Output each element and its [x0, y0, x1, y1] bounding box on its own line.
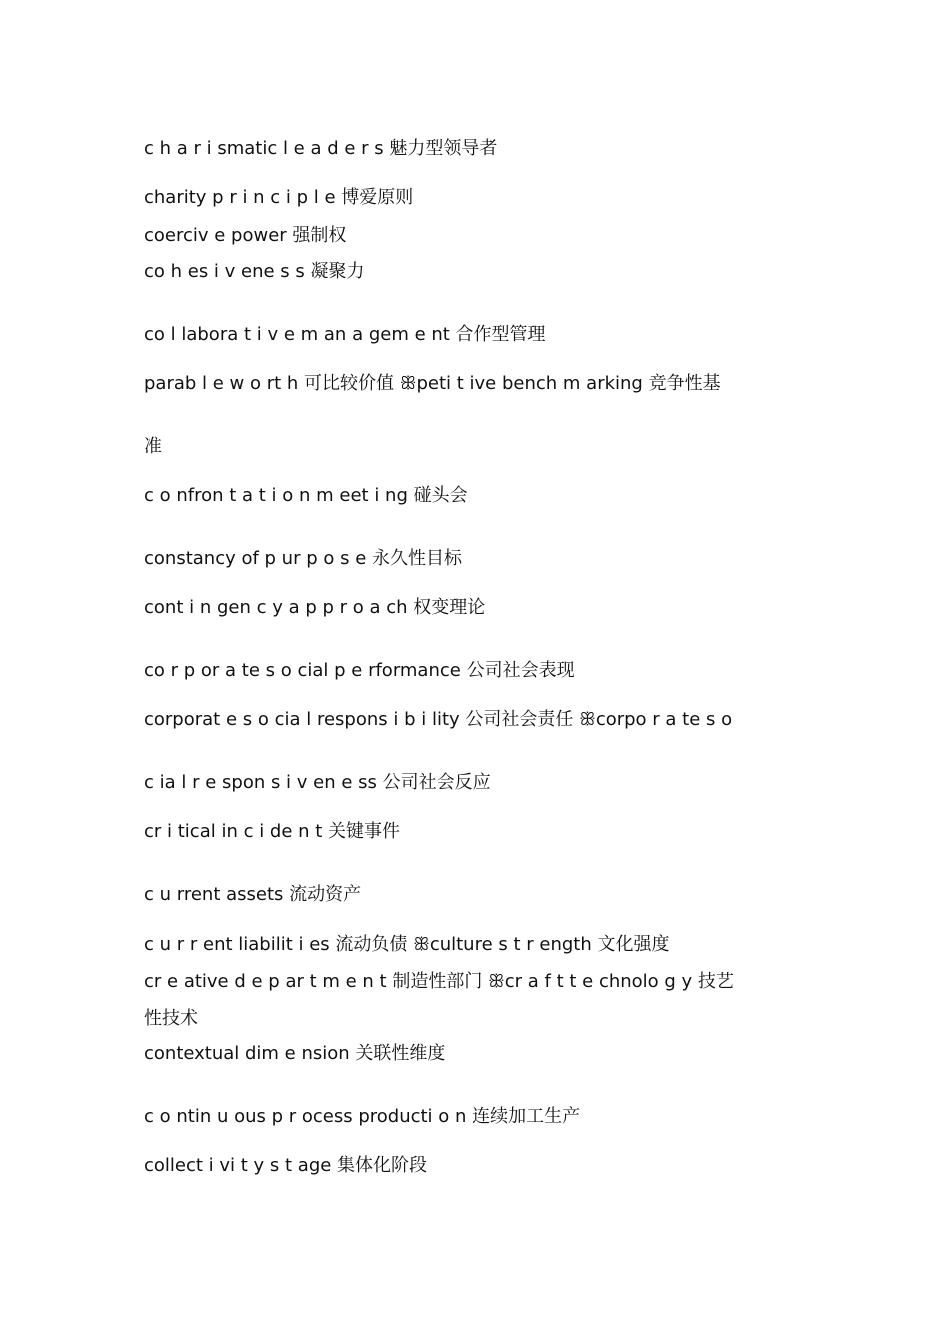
- term-line: 性技术: [144, 1008, 198, 1029]
- term-line: coerciv e power 强制权: [144, 225, 347, 246]
- term-line: parab l e w o rt h 可比较价值 ꕥpeti t ive bench m arking 竞争性基: [144, 373, 721, 394]
- term-line: co r p or a te s o cial p e rformance 公司社会表现: [144, 660, 575, 681]
- term-line: c u r r ent liabilit i es 流动负债 ꕥculture s t r ength 文化强度: [144, 934, 670, 955]
- term-line: cr i tical in c i de n t 关键事件: [144, 821, 401, 842]
- term-line: cr e ative d e p ar t m e n t 制造性部门 ꕥcr a f t t e chnolo g y 技艺: [144, 971, 734, 992]
- term-line: c ia l r e spon s i v en e ss 公司社会反应: [144, 772, 491, 793]
- term-line: c u rrent assets 流动资产: [144, 884, 362, 905]
- term-line: collect i vi t y s t age 集体化阶段: [144, 1155, 428, 1176]
- term-line: cont i n gen c y a p p r o a ch 权变理论: [144, 597, 486, 618]
- term-line: 准: [144, 436, 162, 457]
- term-line: c h a r i smatic l e a d e r s 魅力型领导者: [144, 138, 498, 159]
- term-line: co l labora t i v e m an a gem e nt 合作型管理: [144, 324, 546, 345]
- term-line: constancy of p ur p o s e 永久性目标: [144, 548, 462, 569]
- term-line: c o ntin u ous p r ocess producti o n 连续加工生产: [144, 1106, 581, 1127]
- term-line: c o nfron t a t i o n m eet i ng 碰头会: [144, 485, 468, 506]
- term-line: corporat e s o cia l respons i b i lity 公司社会责任 ꕥcorpo r a te s o: [144, 709, 733, 730]
- term-line: charity p r i n c i p l e 博爱原则: [144, 187, 414, 208]
- term-line: contextual dim e nsion 关联性维度: [144, 1043, 446, 1064]
- term-line: co h es i v ene s s 凝聚力: [144, 261, 365, 282]
